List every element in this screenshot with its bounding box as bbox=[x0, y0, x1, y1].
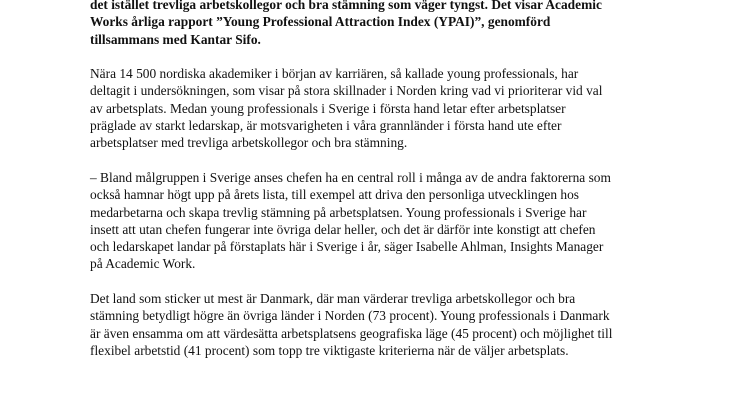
paragraph-gap bbox=[90, 273, 690, 290]
body-paragraph-survey bbox=[90, 65, 690, 151]
document-page bbox=[90, 0, 690, 359]
body-line: medarbetarna och skapa trevlig stämning på arbetsplatsen. Young professionals i Sverige har bbox=[90, 204, 587, 220]
paragraph-gap bbox=[90, 152, 690, 169]
body-line: flexibel arbetstid (41 procent) som topp tre viktigaste kriterierna när de väljer arbetsplats. bbox=[90, 342, 569, 358]
body-line: präglade av starkt ledarskap, är motsvarigheten i våra grannländer i första hand ute efter bbox=[90, 118, 562, 134]
body-line: och ledarskapet landar på förstaplats här i Sverige i år, säger Isabelle Ahlman, Insights Manager bbox=[90, 239, 604, 255]
body-line: är även ensamma om att värdesätta arbetsplatsens geografiska läge (45 procent) och möjlighet till bbox=[90, 325, 613, 341]
body-line: också hamnar högt upp på årets lista, till exempel att driva den personliga utvecklingen hos bbox=[90, 187, 579, 203]
body-line: Det land som sticker ut mest är Danmark, där man värderar trevliga arbetskollegor och bra bbox=[90, 291, 576, 307]
body-line: av arbetsplats. Medan young professionals i Sverige i första hand letar efter arbetsplatser bbox=[90, 100, 566, 116]
body-paragraph-denmark bbox=[90, 290, 690, 359]
body-line: insett att utan chefen fungerar inte övriga delar heller, och det är därför inte konstigt att chefen bbox=[90, 221, 596, 237]
body-line: deltagit i undersökningen, som visar på stora skillnader i Norden kring vad vi prioriterar vid val bbox=[90, 83, 603, 99]
lead-paragraph bbox=[90, 0, 690, 48]
body-line: på Academic Work. bbox=[90, 256, 196, 272]
body-paragraph-quote bbox=[90, 169, 690, 273]
body-line: Nära 14 500 nordiska akademiker i början av karriären, så kallade young professionals, har bbox=[90, 66, 579, 82]
body-line: arbetsplatser med trevliga arbetskollegor och bra stämning. bbox=[90, 135, 408, 151]
body-line: – Bland målgruppen i Sverige anses chefen ha en central roll i många av de andra faktorerna som bbox=[90, 169, 611, 185]
lead-line: det istället trevliga arbetskollegor och bra stämning som väger tyngst. Det visar Academic bbox=[90, 0, 602, 12]
lead-line: Works årliga rapport ”Young Professional Attraction Index (YPAI)”, genomförd bbox=[90, 14, 551, 30]
body-line: stämning betydligt högre än övriga länder i Norden (73 procent). Young professionals i Danmark bbox=[90, 308, 610, 324]
lead-line: tillsammans med Kantar Sifo. bbox=[90, 31, 261, 47]
paragraph-gap bbox=[90, 48, 690, 65]
